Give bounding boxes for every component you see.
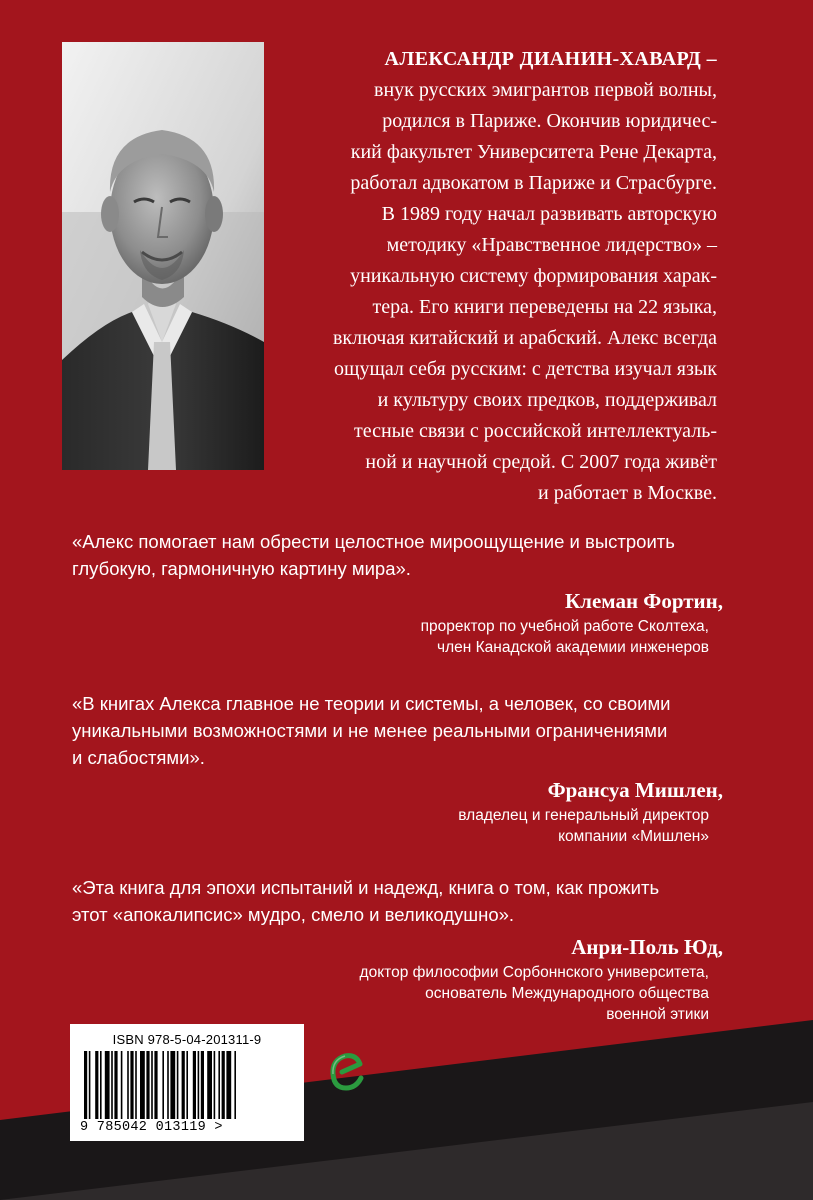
publisher-logo-icon <box>328 1048 366 1092</box>
quote-fortin <box>72 528 722 658</box>
bio-line: тера. Его книги переведены на 22 языка, <box>372 296 717 318</box>
bio-line: и работает в Москве. <box>538 482 717 504</box>
author-photo <box>62 42 264 470</box>
quote-author: Клеман Фортин, <box>564 589 723 613</box>
bio-line: внук русских эмигрантов первой волны, <box>374 79 717 101</box>
quote-michelin <box>72 690 722 847</box>
barcode-digits: 9 785042 013119 > <box>80 1120 223 1135</box>
quote-author-role <box>72 962 709 1025</box>
quote-line: глубокую, гармоничную картину мира». <box>72 558 411 579</box>
quote-line: «Эта книга для эпохи испытаний и надежд, книга о том, как прожить <box>72 877 660 898</box>
barcode-bars <box>80 1051 294 1119</box>
bio-line: работал адвокатом в Париже и Страсбурге. <box>350 172 717 194</box>
quote-author: Франсуа Мишлен, <box>547 778 723 802</box>
quote-line: этот «апокалипсис» мудро, смело и великодушно». <box>72 904 515 925</box>
quote-line: уникальными возможностями и не менее реальными ограничениями <box>72 720 668 741</box>
quote-author: Анри-Поль Юд, <box>571 935 723 959</box>
role-line: основатель Международного общества <box>425 985 709 1002</box>
bio-line: тесные связи с российской интеллектуаль- <box>353 420 717 442</box>
quote-text <box>72 528 722 582</box>
bio-line: и культуру своих предков, поддерживал <box>377 389 717 411</box>
quote-hude <box>72 874 722 1025</box>
quote-author-role <box>72 616 709 658</box>
bio-line: В 1989 году начал развивать авторскую <box>381 203 717 225</box>
quote-line: «В книгах Алекса главное не теории и системы, а человек, со своими <box>72 693 671 714</box>
quote-author-role <box>72 805 709 847</box>
isbn-label: ISBN 978-5-04-201311-9 <box>112 1032 262 1047</box>
bio-line: ной и научной средой. С 2007 года живёт <box>365 451 717 473</box>
role-line: проректор по учебной работе Сколтеха, <box>420 618 709 635</box>
quote-text <box>72 690 722 771</box>
role-line: доктор философии Сорбоннского университета, <box>359 964 709 981</box>
bio-line: уникальную систему формирования харак- <box>350 265 717 287</box>
bio-line: кий факультет Университета Рене Декарта, <box>350 141 717 163</box>
role-line: член Канадской академии инженеров <box>437 639 709 656</box>
isbn-barcode <box>70 1024 304 1141</box>
bio-line: методику «Нравственное лидерство» – <box>386 234 717 256</box>
role-line: военной этики <box>606 1006 709 1023</box>
bio-line: ощущал себя русским: с детства изучал язык <box>334 358 717 380</box>
bio-line: родился в Париже. Окончив юридичес- <box>382 110 717 132</box>
quote-line: «Алекс помогает нам обрести целостное мироощущение и выстроить <box>72 531 675 552</box>
role-line: владелец и генеральный директор <box>458 807 709 824</box>
author-bio <box>287 44 717 509</box>
quote-line: и слабостями». <box>72 747 205 768</box>
quote-text <box>72 874 722 928</box>
bio-line: включая китайский и арабский. Алекс всегда <box>332 327 717 349</box>
role-line: компании «Мишлен» <box>558 828 709 845</box>
author-name: АЛЕКСАНДР ДИАНИН-ХАВАРД – <box>384 48 717 70</box>
